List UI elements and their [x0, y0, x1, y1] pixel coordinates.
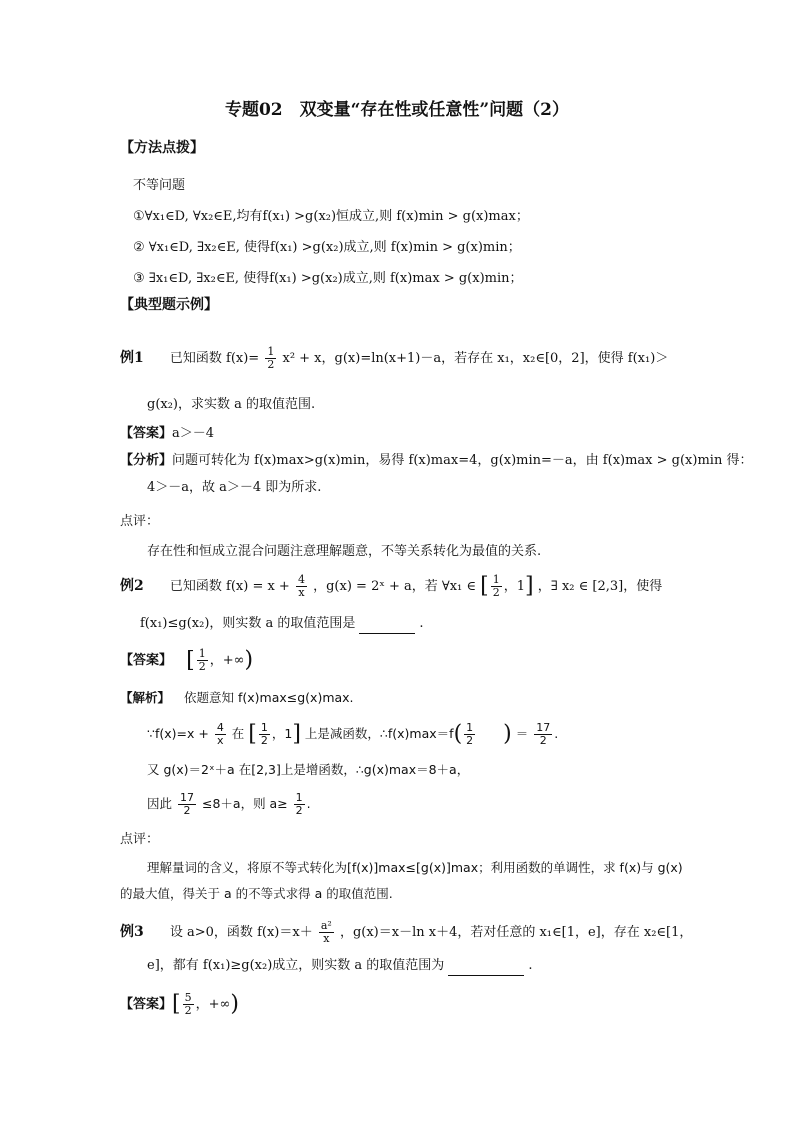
example-1-line-2: g(x₂)，求实数 a 的取值范围.: [147, 397, 316, 412]
example-1-comment: 存在性和恒成立混合问题注意理解题意，不等关系转化为最值的关系.: [147, 544, 542, 559]
method-intro: 不等问题: [133, 178, 186, 193]
example-3-line-1: 例3 设 a>0，函数 f(x)＝x＋ $\frac{\text{a²}}{x}$ ，g(x)＝x－ln x＋4，若对任意的 x₁∈[1，e]，存在 x₂∈[1，: [120, 919, 693, 945]
example-1-analysis-cont: 4＞－a，故 a＞－4 即为所求.: [147, 480, 322, 495]
example-2-solution: 【解析】 依题意知 f(x)max≤g(x)max.: [120, 690, 354, 705]
example-2-comment-1: 理解量词的含义，将原不等式转化为[f(x)]max≤[g(x)]max；利用函数的单调性，求 f(x)与 g(x): [147, 860, 683, 875]
example-3-line-2: e]，都有 f(x₁)≥g(x₂)成立，则实数 a 的取值范围为 .: [147, 956, 532, 976]
example-1-answer: 【答案】a＞－4: [120, 426, 215, 441]
example-2-solution-step-3: 因此 $\frac{17}{2}$ ≤8＋a，则 a≥ $\frac{1}{2}$ .: [147, 791, 311, 817]
fraction-4-over-x: $\frac{4}{x}$: [297, 573, 305, 599]
method-item-3: ③ ∃x₁∈D, ∃x₂∈E, 使得f(x₁) >g(x₂)成立,则 f(x)max > g(x)min；: [133, 271, 523, 286]
answer-blank: [448, 961, 524, 976]
example-1-analysis: 【分析】问题可转化为 f(x)max>g(x)min，易得 f(x)max=4，g(x)min=－a，由 f(x)max > g(x)min 得：: [120, 453, 753, 468]
method-item-1: ①∀x₁∈D, ∀x₂∈E,均有f(x₁) >g(x₂)恒成立,则 f(x)min > g(x)max；: [133, 209, 529, 224]
example-2-comment-2: 的最大值，得关于 a 的不等式求得 a 的取值范围.: [120, 886, 393, 901]
section-examples-heading: 【典型题示例】: [120, 297, 218, 313]
example-2-label: 例2: [120, 578, 144, 594]
example-3-answer: 【答案】[ $\frac{5}{2}$ ，+∞): [120, 991, 239, 1017]
page-title: 专题02 双变量“存在性或任意性”问题（2）: [224, 100, 570, 120]
example-3-label: 例3: [120, 924, 144, 940]
example-2-answer: 【答案】 [ $\frac{1}{2}$ ，+∞): [120, 647, 254, 673]
section-method-heading: 【方法点拨】: [120, 140, 204, 156]
example-1-label: 例1: [120, 350, 144, 366]
method-item-2: ② ∀x₁∈D, ∃x₂∈E, 使得f(x₁) >g(x₂)成立,则 f(x)min > g(x)min；: [133, 240, 521, 255]
example-2-line-1: 例2 已知函数 f(x) = x + $\frac{4}{x}$ ，g(x) = 2ˣ + a，若 ∀x₁ ∈ [ $\frac{1}{2}$ ，1] ，∃ x₂ ∈ [2,3]，使得: [120, 573, 663, 599]
example-1-line-1: 例1 已知函数 f(x)= $\frac{1}{2}$ x² + x，g(x)=ln(x+1)－a，若存在 x₁，x₂∈[0，2]，使得 f(x₁)＞: [120, 345, 669, 371]
example-1-comment-label: 点评：: [120, 514, 160, 529]
example-2-solution-step-2: 又 g(x)＝2ˣ＋a 在[2,3]上是增函数，∴g(x)max＝8＋a，: [147, 762, 470, 777]
answer-blank: [359, 619, 415, 634]
example-2-solution-step-1: ∵f(x)=x + $\frac{4}{x}$ 在 [ $\frac{1}{2}$ ，1] 上是减函数，∴f(x)max＝f( $\frac{1}{2}$ ) ＝ $\frac{17}{2}$ .: [147, 721, 559, 747]
example-2-comment-label: 点评：: [120, 832, 160, 847]
fraction-one-half: $\frac{1}{2}$: [267, 345, 275, 371]
example-2-line-2: f(x₁)≤g(x₂)，则实数 a 的取值范围是 .: [140, 614, 424, 634]
